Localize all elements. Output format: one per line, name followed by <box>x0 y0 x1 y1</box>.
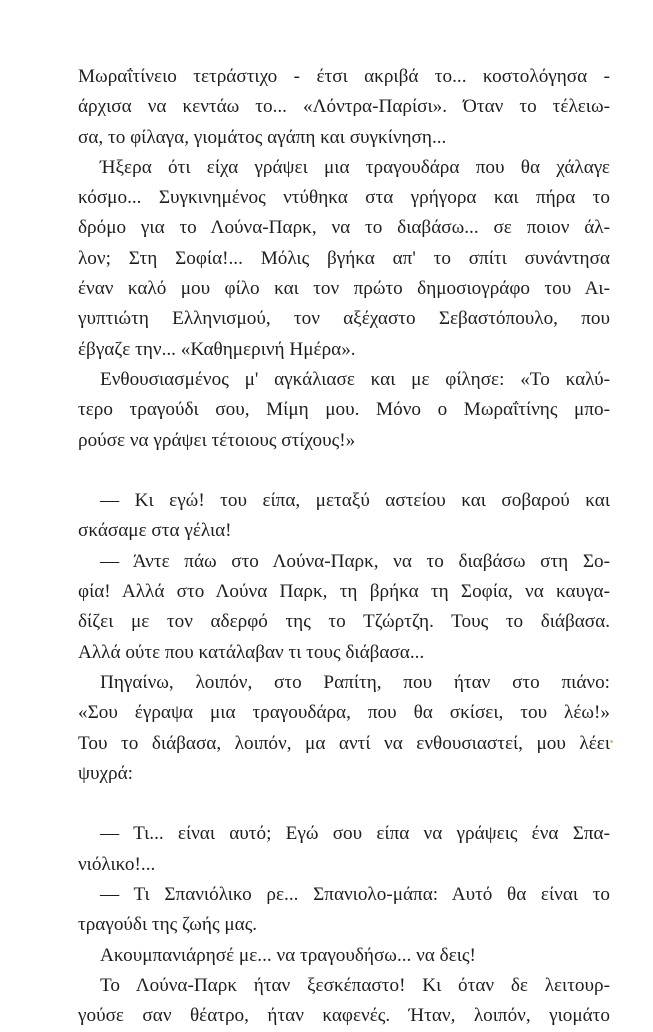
dialogue-paragraph <box>78 547 610 668</box>
blank-line <box>78 456 610 486</box>
text-line: Ήξερα ότι είχα γράψει μια τραγουδάρα που θα χάλαγε <box>100 156 610 178</box>
text-line: — Κι εγώ! του είπα, μεταξύ αστείου και σοβαρού και <box>100 490 610 512</box>
dialogue-paragraph <box>78 486 610 547</box>
text-line: Πηγαίνω, λοιπόν, στο Ραπίτη, που ήταν στο πιάνο: <box>100 671 610 693</box>
text-line: φία! Αλλά στο Λούνα Παρκ, τη βρήκα τη Σοφία, να καυγα- <box>78 581 610 603</box>
text-line: Μωραΐτίνειο τετράστιχο - έτσι ακριβά το... κοστολόγησα - <box>78 66 610 87</box>
dialogue-paragraph <box>78 880 610 941</box>
text-line: «Σου έγραψα μια τραγουδάρα, που θα σκίσει, του λέω!» <box>78 702 610 724</box>
text-line: λον; Στη Σοφία!... Μόλις βγήκα απ' το σπίτι συνάντησα <box>78 247 610 269</box>
text-line: — Τι Σπανιόλικο ρε... Σπανιολο-μάπα: Αυτό θα είναι το <box>100 884 610 906</box>
text-line: έβγαζε την... «Καθημερινή Ημέρα». <box>78 338 356 360</box>
text-line: γούσε σαν θέατρο, ήταν καφενές. Ήταν, λοιπόν, γιομάτο <box>78 1005 610 1027</box>
text-line: τραγούδι της ζωής μας. <box>78 914 258 936</box>
text-line: Του το διάβασα, λοιπόν, μα αντί να ενθουσιαστεί, μου λέει <box>78 732 610 754</box>
text-line: Το Λούνα-Παρκ ήταν ξεσκέπαστο! Κι όταν δε λειτουρ- <box>100 974 610 996</box>
text-line: τερο τραγούδι σου, Μίμη μου. Μόνο ο Μωραΐτίνης μπο- <box>78 399 610 421</box>
text-line: — Τι... είναι αυτό; Εγώ σου είπα να γράψεις ένα Σπα- <box>100 823 610 845</box>
paragraph <box>78 365 610 456</box>
text-line: νιόλικο!... <box>78 853 156 875</box>
paragraph <box>78 62 610 153</box>
blank-line <box>78 789 610 819</box>
book-page-text <box>78 62 610 1032</box>
text-line: Αλλά ούτε που κατάλαβαν τι τους διάβασα... <box>78 641 425 663</box>
paragraph <box>78 971 610 1032</box>
text-line: Ενθουσιασμένος μ' αγκάλιασε και με φίλησε: «Το καλύ- <box>100 368 610 390</box>
text-line: γυπτιώτη Ελληνισμού, τον αξέχαστο Σεβαστόπουλο, που <box>78 308 610 330</box>
text-line: δίζει με τον αδερφό της το Τζώρτζη. Τους το διάβασα. <box>78 611 610 633</box>
paper-speck <box>610 740 613 743</box>
text-line: άρχισα να κεντάω το... «Λόντρα-Παρίσι». Όταν το τέλειω- <box>78 96 610 118</box>
text-line: δρόμο για το Λούνα-Παρκ, να το διαβάσω... σε ποιον άλ- <box>78 217 610 239</box>
text-line: ψυχρά: <box>78 762 133 784</box>
text-line: ρούσε να γράψει τέτοιους στίχους!» <box>78 429 356 451</box>
text-line: σκάσαμε στα γέλια! <box>78 520 232 542</box>
text-line: έναν καλό μου φίλο και τον πρώτο δημοσιογράφο του Αι- <box>78 278 610 300</box>
dialogue-paragraph <box>78 819 610 880</box>
paragraph <box>78 153 610 365</box>
text-line: Ακουμπανιάρησέ με... να τραγουδήσω... να δεις! <box>100 944 476 966</box>
paragraph <box>78 941 610 971</box>
paragraph <box>78 668 610 789</box>
text-line: σα, το φίλαγα, γιομάτος αγάπη και συγκίνηση... <box>78 126 447 148</box>
text-line: κόσμο... Συγκινημένος ντύθηκα στα γρήγορα και πήρα το <box>78 187 610 209</box>
text-line: — Άντε πάω στο Λούνα-Παρκ, να το διαβάσω στη Σο- <box>100 550 610 572</box>
